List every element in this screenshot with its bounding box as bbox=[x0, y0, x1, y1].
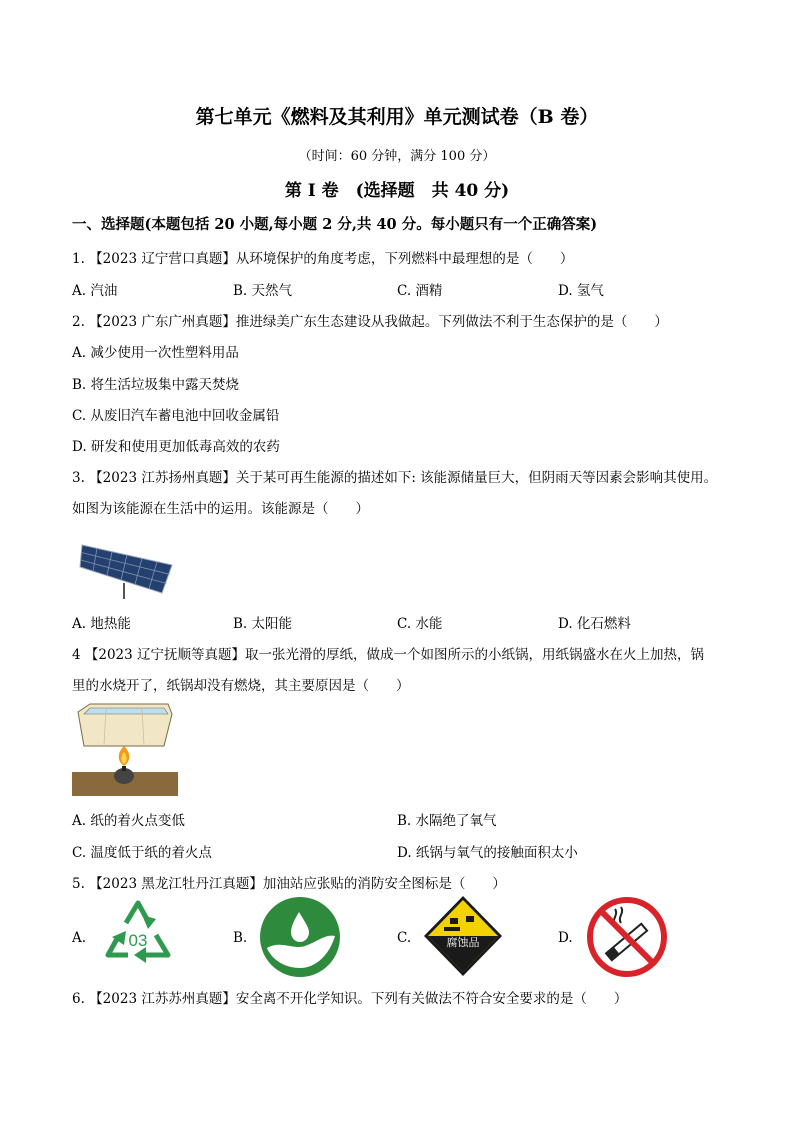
solar-panel-image bbox=[78, 543, 176, 599]
water-saving-icon bbox=[259, 896, 341, 978]
page-title: 第七单元《燃料及其利用》单元测试卷（B 卷） bbox=[195, 106, 599, 128]
q1-option-b[interactable]: B. 天然气 bbox=[233, 283, 293, 299]
q3-option-a[interactable]: A. 地热能 bbox=[72, 616, 131, 632]
section-heading: 第 I 卷 (选择题 共 40 分) bbox=[284, 181, 510, 201]
question-4-stem-line1: 4 【2023 辽宁抚顺等真题】取一张光滑的厚纸，做成一个如图所示的小纸锅，用纸锅盛水在火上加热，锅 bbox=[72, 647, 705, 663]
question-6-stem: 6. 【2023 江苏苏州真题】安全离不开化学知识。下列有关做法不符合安全要求的是（ ） bbox=[72, 991, 628, 1007]
recycle-icon bbox=[96, 897, 180, 975]
q4-option-d[interactable]: D. 纸锅与氧气的接触面积太小 bbox=[397, 845, 578, 861]
q2-option-d[interactable]: D. 研发和使用更加低毒高效的农药 bbox=[72, 439, 280, 455]
q3-option-c[interactable]: C. 水能 bbox=[397, 616, 443, 632]
question-3-stem-line2: 如图为该能源在生活中的运用。该能源是（ ） bbox=[72, 501, 369, 517]
q5-option-d[interactable]: D. bbox=[558, 930, 573, 946]
q5-option-b[interactable]: B. bbox=[233, 930, 248, 946]
q2-option-a[interactable]: A. 减少使用一次性塑料用品 bbox=[72, 345, 239, 361]
corrosive-label: 腐蚀品 bbox=[446, 936, 480, 949]
question-2-stem: 2. 【2023 广东广州真题】推进绿美广东生态建设从我做起。下列做法不利于生态保护的是（ ） bbox=[72, 314, 668, 330]
q5-option-c[interactable]: C. bbox=[397, 930, 412, 946]
corrosive-hazard-icon bbox=[422, 894, 504, 978]
q4-option-c[interactable]: C. 温度低于纸的着火点 bbox=[72, 845, 212, 861]
paper-pot-image bbox=[72, 702, 180, 798]
no-smoking-icon bbox=[585, 895, 669, 979]
question-4-stem-line2: 里的水烧开了，纸锅却没有燃烧，其主要原因是（ ） bbox=[72, 678, 410, 694]
exam-info: （时间：60 分钟，满分 100 分） bbox=[298, 149, 496, 164]
q1-option-a[interactable]: A. 汽油 bbox=[72, 283, 118, 299]
q4-option-b[interactable]: B. 水隔绝了氧气 bbox=[397, 813, 497, 829]
q2-option-c[interactable]: C. 从废旧汽车蓄电池中回收金属铅 bbox=[72, 408, 280, 424]
q5-option-a[interactable]: A. bbox=[72, 930, 87, 946]
q1-option-c[interactable]: C. 酒精 bbox=[397, 283, 443, 299]
q2-option-b[interactable]: B. 将生活垃圾集中露天焚烧 bbox=[72, 377, 240, 393]
question-1-stem: 1. 【2023 辽宁营口真题】从环境保护的角度考虑，下列燃料中最理想的是（ ） bbox=[72, 251, 574, 267]
recycle-number: 03 bbox=[128, 931, 148, 950]
q3-option-b[interactable]: B. 太阳能 bbox=[233, 616, 293, 632]
q1-option-d[interactable]: D. 氢气 bbox=[558, 283, 604, 299]
q3-option-d[interactable]: D. 化石燃料 bbox=[558, 616, 631, 632]
question-5-stem: 5. 【2023 黑龙江牡丹江真题】加油站应张贴的消防安全图标是（ ） bbox=[72, 876, 506, 892]
q4-option-a[interactable]: A. 纸的着火点变低 bbox=[72, 813, 185, 829]
part-heading: 一、选择题(本题包括 20 小题,每小题 2 分,共 40 分。每小题只有一个正确答案) bbox=[72, 216, 598, 233]
question-3-stem-line1: 3. 【2023 江苏扬州真题】关于某可再生能源的描述如下: 该能源储量巨大，但阴雨天等因素会影响其使用。 bbox=[72, 470, 718, 486]
